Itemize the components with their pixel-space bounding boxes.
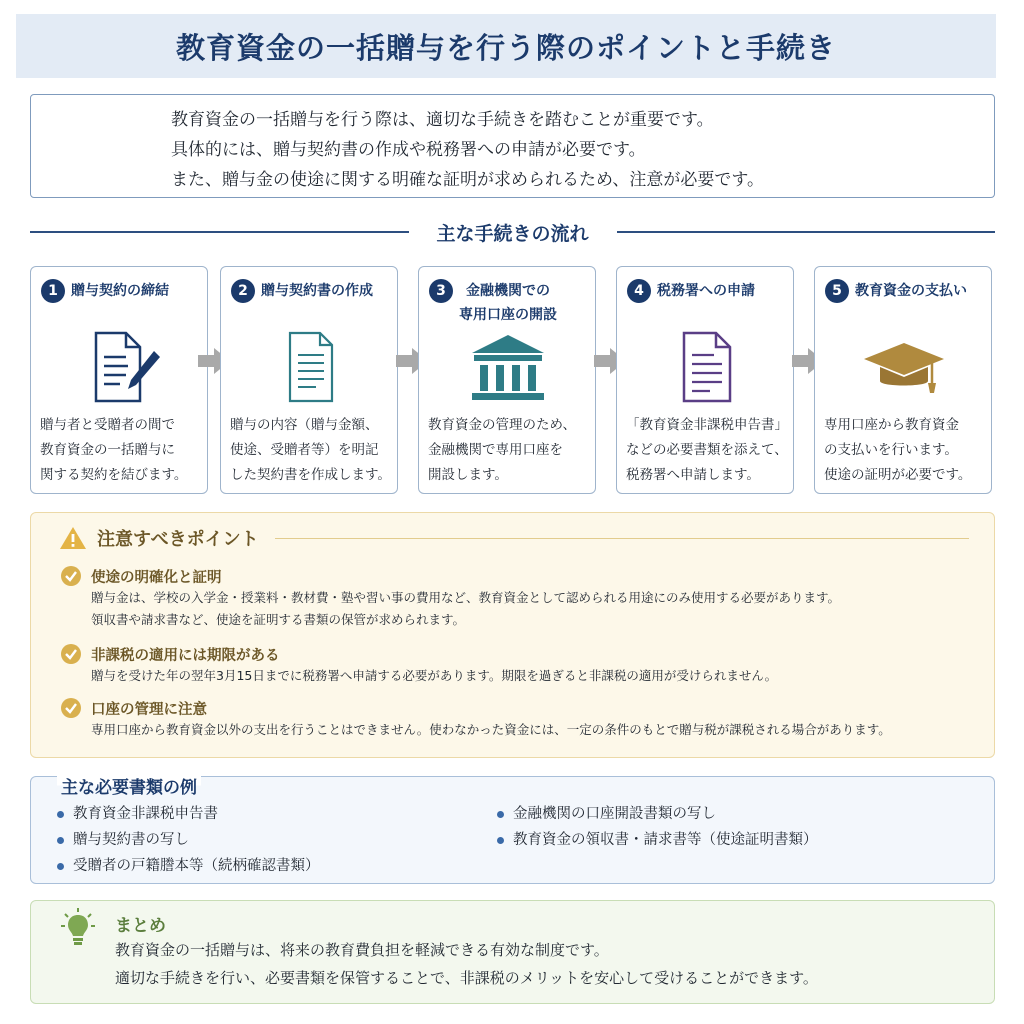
step-header (627, 279, 787, 303)
intro-line: 具体的には、贈与契約書の作成や税務署への申請が必要です。 (171, 140, 646, 160)
step-number: 5 (825, 279, 849, 303)
bullet-icon (497, 837, 504, 844)
lightbulb-icon (61, 907, 95, 947)
bullet-icon (57, 837, 64, 844)
list-item: 受贈者の戸籍謄本等（続柄確認書類） (57, 853, 320, 879)
step-description: 贈与の内容（贈与金額、 使途、受贈者等）を明記 した契約書を作成します。 (230, 417, 391, 483)
caution-point-title: 非課税の適用には期限がある (91, 647, 280, 664)
caution-point (61, 565, 986, 631)
intro-line: 教育資金の一括贈与を行う際は、適切な手続きを踏むことが重要です。 (171, 110, 714, 130)
caution-header (59, 523, 969, 553)
step-number: 4 (627, 279, 651, 303)
step-title: 教育資金の支払い (855, 283, 967, 299)
graduation-cap-icon (854, 329, 954, 405)
bank-icon (458, 329, 558, 405)
list-item: 教育資金非課税申告書 (57, 801, 320, 827)
documents-list-left (57, 801, 320, 879)
summary-line: 適切な手続きを行い、必要書類を保管することで、非課税のメリットを安心して受けることができます。 (115, 969, 818, 987)
step-title: 金融機関での 専用口座の開設 (459, 283, 557, 323)
step-header (429, 279, 589, 327)
form-document-icon (656, 329, 756, 405)
step-header (41, 279, 201, 303)
step-card-3 (418, 266, 596, 494)
step-card-4 (616, 266, 794, 494)
page-title: 教育資金の一括贈与を行う際のポイントと手続き (175, 30, 836, 65)
caution-point (61, 643, 986, 687)
documents-list-right (497, 801, 818, 853)
bullet-icon (57, 811, 64, 818)
caution-point-body: 専用口座から教育資金以外の支出を行うことはできません。使わなかった資金には、一定の条件のもとで贈与税が課税される場合があります。 (91, 722, 891, 737)
pen-document-icon (70, 329, 170, 405)
check-circle-icon (61, 566, 81, 586)
documents-heading: 主な必要書類の例 (57, 773, 201, 798)
step-number: 3 (429, 279, 453, 303)
caution-point-title: 使途の明確化と証明 (91, 569, 222, 586)
step-header (825, 279, 985, 303)
step-card-2 (220, 266, 398, 494)
caution-point-title: 口座の管理に注意 (91, 701, 207, 718)
documents-box (30, 776, 995, 884)
caution-heading: 注意すべきポイント (97, 529, 259, 550)
caution-point (61, 697, 986, 741)
divider (617, 231, 996, 233)
list-item: 贈与契約書の写し (57, 827, 320, 853)
flow-heading-label: 主な手続きの流れ (436, 222, 589, 245)
intro-line: また、贈与金の使途に関する明確な証明が求められるため、注意が必要です。 (171, 170, 764, 190)
step-title: 贈与契約の締結 (71, 283, 169, 299)
divider (275, 538, 969, 539)
caution-point-body: 贈与金は、学校の入学金・授業料・教材費・塾や習い事の費用など、教育資金として認められる用途にのみ使用する必要があります。 (91, 590, 841, 605)
flow-heading (30, 216, 995, 248)
step-number: 1 (41, 279, 65, 303)
summary-line: 教育資金の一括贈与は、将来の教育費負担を軽減できる有効な制度です。 (115, 941, 609, 959)
summary-heading: まとめ (115, 916, 166, 936)
title-bar (16, 14, 996, 78)
list-item: 金融機関の口座開設書類の写し (497, 801, 818, 827)
check-circle-icon (61, 698, 81, 718)
document-icon (260, 329, 360, 405)
step-number: 2 (231, 279, 255, 303)
bullet-icon (57, 863, 64, 870)
step-description: 教育資金の管理のため、 金融機関で専用口座を 開設します。 (428, 417, 576, 483)
divider (30, 231, 409, 233)
step-description: 「教育資金非課税申告書」 などの必要書類を添えて、 税務署へ申請します。 (626, 417, 788, 483)
step-card-5 (814, 266, 992, 494)
step-description: 贈与者と受贈者の間で 教育資金の一括贈与に 関する契約を結びます。 (40, 417, 188, 483)
step-header (231, 279, 391, 303)
caution-point-body: 領収書や請求書など、使途を証明する書類の保管が求められます。 (91, 612, 466, 627)
list-item: 教育資金の領収書・請求書等（使途証明書類） (497, 827, 818, 853)
bullet-icon (497, 811, 504, 818)
intro-box (30, 94, 995, 198)
caution-box (30, 512, 995, 758)
check-circle-icon (61, 644, 81, 664)
step-description: 専用口座から教育資金 の支払いを行います。 使途の証明が必要です。 (824, 417, 972, 483)
caution-point-body: 贈与を受けた年の翌年3月15日までに税務署へ申請する必要があります。期限を過ぎると非課税の適用が受けられません。 (91, 668, 778, 683)
step-card-1 (30, 266, 208, 494)
warning-icon (59, 525, 87, 551)
summary-box (30, 900, 995, 1004)
step-title: 税務署への申請 (657, 283, 755, 299)
step-title: 贈与契約書の作成 (261, 283, 373, 299)
